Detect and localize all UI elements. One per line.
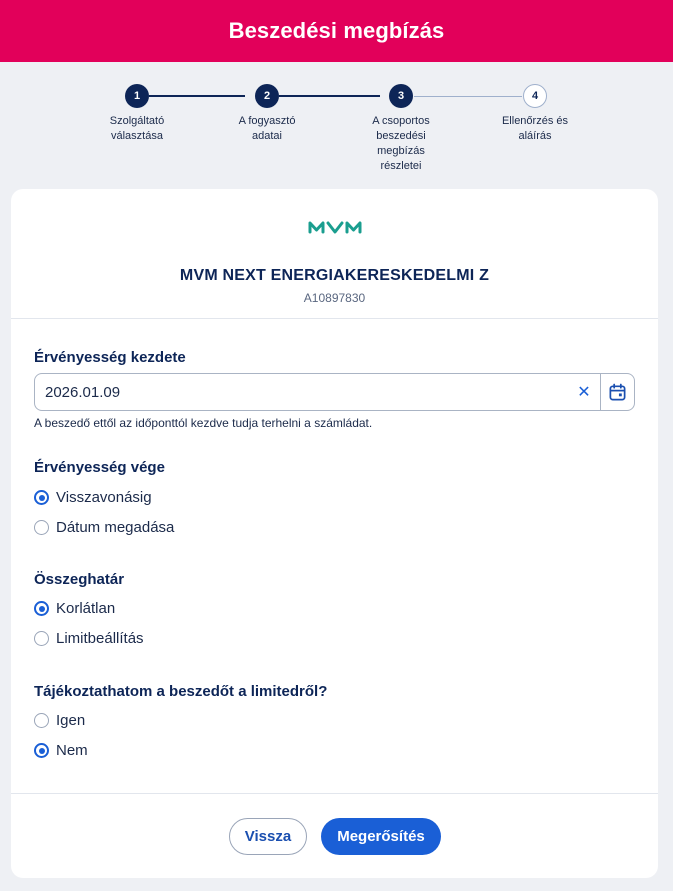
step-4-label: Ellenőrzés és aláírás bbox=[501, 115, 569, 142]
provider-id: A10897830 bbox=[303, 291, 366, 305]
confirm-button[interactable]: Megerősítés bbox=[321, 818, 441, 855]
step-2[interactable] bbox=[212, 84, 322, 144]
radio-button[interactable] bbox=[34, 631, 49, 646]
mvm-logo bbox=[11, 219, 658, 235]
radio-set-date[interactable]: Dátum megadása bbox=[34, 519, 174, 536]
validity-start-input[interactable] bbox=[35, 374, 568, 410]
radio-unlimited[interactable]: Korlátlan bbox=[34, 600, 115, 617]
radio-button[interactable] bbox=[34, 520, 49, 535]
radio-button-checked[interactable] bbox=[34, 490, 49, 505]
step-4-number: 4 bbox=[523, 84, 547, 108]
validity-start-label: Érvényesség kezdete bbox=[34, 349, 186, 366]
step-1[interactable] bbox=[82, 84, 192, 144]
step-1-label: Szolgáltató választása bbox=[109, 115, 165, 142]
radio-button-checked[interactable] bbox=[34, 743, 49, 758]
validity-end-label: Érvényesség vége bbox=[34, 459, 165, 476]
progress-stepper bbox=[0, 62, 673, 187]
step-2-number: 2 bbox=[255, 84, 279, 108]
footer-divider bbox=[11, 793, 658, 794]
section-divider bbox=[11, 318, 658, 319]
step-4[interactable] bbox=[480, 84, 590, 144]
back-button[interactable]: Vissza bbox=[229, 818, 307, 855]
validity-start-helper: A beszedő ettől az időponttól kezdve tudja terhelni a számládat. bbox=[34, 416, 373, 430]
radio-no[interactable]: Nem bbox=[34, 742, 88, 759]
calendar-icon bbox=[608, 383, 627, 402]
mandate-card bbox=[11, 189, 658, 878]
provider-name: MVM NEXT ENERGIAKERESKEDELMI Z bbox=[179, 267, 490, 284]
page-title: Beszedési megbízás bbox=[228, 18, 445, 43]
clear-date-button[interactable] bbox=[568, 374, 600, 410]
radio-yes[interactable]: Igen bbox=[34, 712, 85, 729]
validity-start-field[interactable] bbox=[34, 373, 635, 411]
step-1-number: 1 bbox=[125, 84, 149, 108]
radio-button-checked[interactable] bbox=[34, 601, 49, 616]
close-icon: ✕ bbox=[577, 384, 591, 401]
radio-until-revoked[interactable]: Visszavonásig bbox=[34, 489, 152, 506]
step-3-number: 3 bbox=[389, 84, 413, 108]
page-header bbox=[0, 0, 673, 62]
calendar-button[interactable] bbox=[600, 374, 634, 410]
step-3-label: A csoportos beszedési megbízás részletei bbox=[372, 115, 430, 172]
step-2-label: A fogyasztó adatai bbox=[238, 115, 296, 142]
radio-button[interactable] bbox=[34, 713, 49, 728]
notify-label: Tájékoztathatom a beszedőt a limitedről? bbox=[34, 683, 328, 700]
step-3[interactable] bbox=[346, 84, 456, 174]
radio-set-limit[interactable]: Limitbeállítás bbox=[34, 630, 144, 647]
amount-limit-label: Összeghatár bbox=[34, 571, 125, 588]
